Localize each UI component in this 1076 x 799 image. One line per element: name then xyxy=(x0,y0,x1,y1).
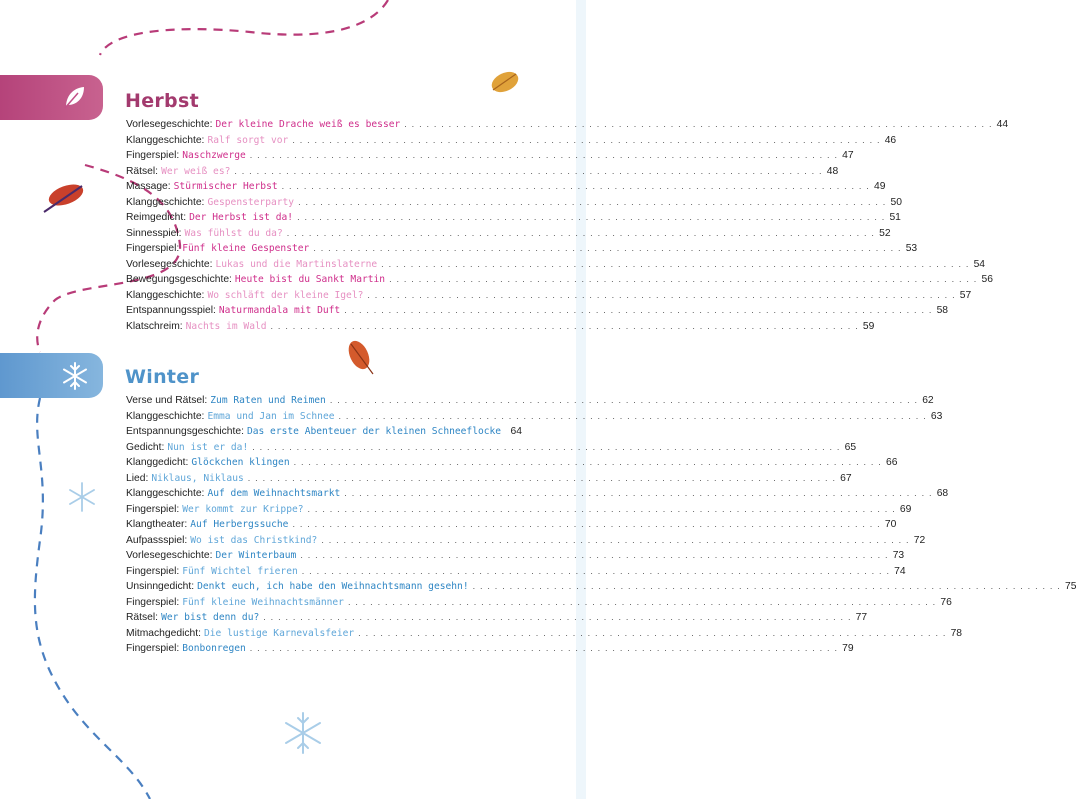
dot-leader: . . . . . . . . . . . . . . . . . . . . . . . . . . . . . . . . . . . . . . . . . . . . . . . . . . . . . . . . . . . . . . . . . . . . . . . . . . . . . . . . xyxy=(344,488,933,498)
entry-page-number: 64 xyxy=(510,426,522,437)
toc-entry[interactable] xyxy=(126,502,912,518)
entry-page-number: 63 xyxy=(930,410,943,422)
entry-category: Klanggeschichte: xyxy=(126,410,205,422)
toc-list-winter xyxy=(126,393,1076,657)
entry-page-number: 74 xyxy=(894,565,906,577)
dot-leader: . . . . . . . . . . . . . . . . . . . . . . . . . . . . . . . . . . . . . . . . . . . . . . . . . . . . . . . . . . . . . . . . . . . . . . . . . . . . . . . . xyxy=(301,565,891,576)
toc-entry[interactable] xyxy=(126,424,522,440)
toc-entry[interactable] xyxy=(126,610,868,626)
dashed-path-autumn xyxy=(100,0,388,55)
dot-leader: . . . . . . . . . . . . . . . . . . . . . . . . . . . . . . . . . . . . . . . . . . . . . . . . . . . . . . . . . . . . . . . . . . . . . . . . . . . . . . . . xyxy=(358,627,947,638)
toc-entry[interactable] xyxy=(126,626,963,642)
dot-leader: . . . . . . . . . . . . . . . . . . . . . . . . . . . . . . . . . . . . . . . . . . . . . . . . . . . . . . . . . . . . . . . . . . . . . . . . . . . . . . . . xyxy=(297,212,886,222)
entry-title: Die lustige Karnevalsfeier xyxy=(203,627,355,639)
dot-leader: . . . . . . . . . . . . . . . . . . . . . . . . . . . . . . . . . . . . . . . . . . . . . . . . . . . . . . . . . . . . . . . . . . . . . . . . . . . . . . . . xyxy=(270,320,859,331)
entry-category: Vorlesegeschichte: xyxy=(126,258,213,270)
dot-leader: . . . . . . . . . . . . . . . . . . . . . . . . . . . . . . . . . . . . . . . . . . . . . . . . . . . . . . . . . . . . . . . . . . . . . . . . . . . . . . . . xyxy=(313,243,902,253)
autumn-leaf-icon xyxy=(488,68,522,96)
toc-entry[interactable] xyxy=(126,440,857,456)
entry-category: Entspannungsspiel: xyxy=(126,305,216,316)
entry-page-number: 70 xyxy=(884,519,897,530)
dot-leader: . . . . . . . . . . . . . . . . . . . . . . . . . . . . . . . . . . . . . . . . . . . . . . . . . . . . . . . . . . . . . . . . . . . . . . . . . . . . . . . . xyxy=(389,274,978,284)
entry-page-number: 57 xyxy=(959,289,972,301)
toc-entry[interactable] xyxy=(126,133,897,149)
dot-leader: . . . . . . . . . . . . . . . . . . . . . . . . . . . . . . . . . . . . . . . . . . . . . . . . . . . . . . . . . . . . . . . . . . . . . . . . . . . . . . . . xyxy=(293,457,882,467)
entry-category: Entspannungsgeschichte: xyxy=(126,426,244,437)
entry-title: Gespensterparty xyxy=(207,196,295,208)
toc-entry[interactable] xyxy=(126,486,949,502)
entry-category: Rätsel: xyxy=(126,612,159,623)
entry-category: Vorlesegeschichte: xyxy=(126,550,213,561)
dot-leader: . . . . . . . . . . . . . . . . . . . . . . . . . . . . . . . . . . . . . . . . . . . . . . . . . . . . . . . . . . . . . . . . . . . . . . . . . . . . . . . . xyxy=(367,289,956,300)
toc-entry[interactable] xyxy=(126,319,875,335)
toc-entry[interactable] xyxy=(126,303,949,319)
entry-page-number: 49 xyxy=(874,181,886,192)
entry-page-number: 77 xyxy=(855,612,868,623)
toc-entry[interactable] xyxy=(126,409,943,425)
dot-leader: . . . . . . . . . . . . . . . . . . . . . . . . . . . . . . . . . . . . . . . . . . . . . . . . . . . . . . . . . . . . . . . . . . . . . . . . . . . . . . . . xyxy=(281,181,871,191)
entry-category: Klanggeschichte: xyxy=(126,134,205,146)
entry-category: Fingerspiel: xyxy=(126,503,180,515)
entry-category: Fingerspiel: xyxy=(126,243,180,254)
dot-leader: . . . . . . . . . . . . . . . . . . . . . . . . . . . . . . . . . . . . . . . . . . . . . . . . . . . . . . . . . . . . . . . . . . . . . . . . . . . . . . . . xyxy=(252,441,841,452)
entry-page-number: 66 xyxy=(886,457,898,468)
toc-entry[interactable] xyxy=(126,564,906,580)
entry-title: Emma und Jan im Schnee xyxy=(207,410,335,422)
entry-category: Klanggeschichte: xyxy=(126,488,205,499)
toc-entry[interactable] xyxy=(126,257,986,273)
dot-leader: . . . . . . . . . . . . . . . . . . . . . . . . . . . . . . . . . . . . . . . . . . . . . . . . . . . . . . . . . . . . . . . . . . . . . . . . . . . . . . . . xyxy=(404,119,993,129)
dot-leader: . . . . . . . . . . . . . . . . . . . . . . . . . . . . . . . . . . . . . . . . . . . . . . . . . . . . . . . . . . . . . . . . . . . . . . . . . . . . . . . . xyxy=(472,581,1061,591)
entry-title: Naturmandala mit Duft xyxy=(218,305,341,316)
entry-category: Klanggeschichte: xyxy=(126,289,205,301)
snowflake-decor-icon xyxy=(66,481,98,513)
entry-page-number: 68 xyxy=(936,488,949,499)
entry-title: Lukas und die Martinslaterne xyxy=(215,258,378,270)
toc-entry[interactable] xyxy=(126,455,898,471)
toc-list-autumn xyxy=(126,117,1009,334)
entry-title: Wer kommt zur Krippe? xyxy=(182,503,304,515)
section-title-autumn: Herbst xyxy=(125,90,199,112)
entry-category: Reimgedicht: xyxy=(126,212,187,223)
entry-category: Klanggedicht: xyxy=(126,457,189,468)
entry-title: Denkt euch, ich habe den Weihnachtsmann gesehn! xyxy=(197,581,469,592)
entry-page-number: 58 xyxy=(936,305,949,316)
entry-title: Wer weiß es? xyxy=(161,165,231,177)
entry-title: Was fühlst du da? xyxy=(184,227,283,239)
entry-page-number: 53 xyxy=(905,243,918,254)
toc-entry[interactable] xyxy=(126,533,926,549)
dot-leader: . . . . . . . . . . . . . . . . . . . . . . . . . . . . . . . . . . . . . . . . . . . . . . . . . . . . . . . . . . . . . . . . . . . . . . . . . . . . . . . . xyxy=(300,550,889,560)
entry-title: Der Winterbaum xyxy=(215,550,297,561)
dot-leader: . . . . . . . . . . . . . . . . . . . . . . . . . . . . . . . . . . . . . . . . . . . . . . . . . . . . . . . . . . . . . . . . . . . . . . . . . . . . . . . . xyxy=(298,196,887,207)
entry-page-number: 72 xyxy=(913,534,926,546)
entry-title: Fünf kleine Gespenster xyxy=(182,243,310,254)
toc-entry[interactable] xyxy=(126,241,918,257)
section-title-winter: Winter xyxy=(125,366,200,388)
entry-page-number: 47 xyxy=(842,150,854,161)
dot-leader: . . . . . . . . . . . . . . . . . . . . . . . . . . . . . . . . . . . . . . . . . . . . . . . . . . . . . . . . . . . . . . . . . . . . . . . . . . . . . . . . xyxy=(249,150,839,160)
dot-leader: . . . . . . . . . . . . . . . . . . . . . . . . . . . . . . . . . . . . . . . . . . . . . . . . . . . . . . . . . . . . . . . . . . . . . . . . . . . . . . . . xyxy=(247,472,837,483)
entry-category: Mitmachgedicht: xyxy=(126,627,201,639)
entry-title: Glöckchen klingen xyxy=(191,457,290,468)
entry-title: Wo ist das Christkind? xyxy=(190,534,318,546)
toc-entry[interactable] xyxy=(126,272,993,288)
entry-title: Bonbonregen xyxy=(182,643,246,654)
toc-entry[interactable] xyxy=(126,226,891,242)
entry-title: Auf Herbergssuche xyxy=(190,519,289,530)
entry-category: Klanggeschichte: xyxy=(126,196,205,208)
toc-entry[interactable] xyxy=(126,288,972,304)
toc-entry[interactable] xyxy=(126,517,897,533)
toc-entry[interactable] xyxy=(126,195,902,211)
entry-page-number: 78 xyxy=(950,627,963,639)
entry-page-number: 59 xyxy=(862,320,875,332)
dot-leader: . . . . . . . . . . . . . . . . . . . . . . . . . . . . . . . . . . . . . . . . . . . . . . . . . . . . . . . . . . . . . . . . . . . . . . . . . . . . . . . . xyxy=(249,643,839,653)
entry-category: Gedicht: xyxy=(126,441,165,453)
entry-page-number: 67 xyxy=(840,472,852,484)
toc-entry[interactable] xyxy=(126,393,934,409)
entry-category: Bewegungsgeschichte: xyxy=(126,274,232,285)
entry-title: Stürmischer Herbst xyxy=(173,181,278,192)
section-tab-winter xyxy=(0,353,103,398)
entry-title: Wo schläft der kleine Igel? xyxy=(207,289,364,301)
entry-title: Nun ist er da! xyxy=(167,441,249,453)
entry-title: Der Herbst ist da! xyxy=(189,212,294,223)
entry-page-number: 44 xyxy=(996,119,1009,130)
entry-title: Das erste Abenteuer der kleinen Schneeflocke xyxy=(246,426,502,437)
entry-title: Naschzwerge xyxy=(182,150,246,161)
dot-leader: . . . . . . . . . . . . . . . . . . . . . . . . . . . . . . . . . . . . . . . . . . . . . . . . . . . . . . . . . . . . . . . . . . . . . . . . . . . . . . . . xyxy=(344,305,933,315)
toc-entry[interactable] xyxy=(126,471,852,487)
entry-page-number: 52 xyxy=(879,227,891,239)
section-tab-autumn xyxy=(0,75,103,120)
dot-leader: . . . . . . . . . . . . . . . . . . . . . . . . . . . . . . . . . . . . . . . . . . . . . . . . . . . . . . . . . . . . . . . . . . . . . . . . . . . . . . . . xyxy=(234,165,823,176)
entry-page-number: 79 xyxy=(842,643,854,654)
dot-leader: . . . . . . . . . . . . . . . . . . . . . . . . . . . . . . . . . . . . . . . . . . . . . . . . . . . . . . . . . . . . . . . . . . . . . . . . . . . . . . . . xyxy=(329,395,919,405)
entry-title: Fünf kleine Weihnachtsmänner xyxy=(182,596,344,608)
entry-title: Ralf sorgt vor xyxy=(207,134,289,146)
entry-category: Klatschreim: xyxy=(126,320,183,332)
dot-leader: . . . . . . . . . . . . . . . . . . . . . . . . . . . . . . . . . . . . . . . . . . . . . . . . . . . . . . . . . . . . . . . . . . . . . . . . . . . . . . . . xyxy=(263,612,852,622)
entry-category: Massage: xyxy=(126,181,171,192)
toc-entry[interactable] xyxy=(126,595,952,611)
entry-category: Sinnesspiel: xyxy=(126,227,182,239)
autumn-leaf-orange-icon xyxy=(343,340,379,376)
dot-leader: . . . . . . . . . . . . . . . . . . . . . . . . . . . . . . . . . . . . . . . . . . . . . . . . . . . . . . . . . . . . . . . . . . . . . . . . . . . . . . . . xyxy=(286,227,876,238)
entry-category: Vorlesegeschichte: xyxy=(126,119,213,130)
dot-leader: . . . . . . . . . . . . . . . . . . . . . . . . . . . . . . . . . . . . . . . . . . . . . . . . . . . . . . . . . . . . . . . . . . . . . . . . . . . . . . . . xyxy=(292,519,881,529)
dot-leader: . . . . . . . . . . . . . . . . . . . . . . . . . . . . . . . . . . . . . . . . . . . . . . . . . . . . . . . . . . . . . . . . . . . . . . . . . . . . . . . . xyxy=(338,410,927,421)
snowflake-decor-large-icon xyxy=(281,711,325,755)
toc-entry[interactable] xyxy=(126,641,854,657)
entry-category: Fingerspiel: xyxy=(126,150,180,161)
entry-category: Rätsel: xyxy=(126,165,159,177)
dot-leader: . . . . . . . . . . . . . . . . . . . . . . . . . . . . . . . . . . . . . . . . . . . . . . . . . . . . . . . . . . . . . . . . . . . . . . . . . . . . . . . . xyxy=(321,534,910,545)
entry-page-number: 54 xyxy=(973,258,986,270)
leaf-icon xyxy=(60,83,88,111)
entry-title: Heute bist du Sankt Martin xyxy=(234,274,386,285)
entry-category: Fingerspiel: xyxy=(126,565,180,577)
entry-category: Fingerspiel: xyxy=(126,596,180,608)
entry-page-number: 73 xyxy=(892,550,905,561)
entry-title: Niklaus, Niklaus xyxy=(151,472,244,484)
entry-page-number: 51 xyxy=(889,212,901,223)
entry-page-number: 62 xyxy=(922,395,934,406)
toc-entry[interactable] xyxy=(126,117,1009,133)
toc-entry[interactable] xyxy=(126,210,901,226)
entry-title: Wer bist denn du? xyxy=(161,612,260,623)
dot-leader: . . . . . . . . . . . . . . . . . . . . . . . . . . . . . . . . . . . . . . . . . . . . . . . . . . . . . . . . . . . . . . . . . . . . . . . . . . . . . . . . xyxy=(307,503,896,514)
entry-page-number: 50 xyxy=(890,196,902,208)
entry-page-number: 56 xyxy=(981,274,993,285)
toc-entry[interactable] xyxy=(126,548,905,564)
toc-entry[interactable] xyxy=(126,179,886,195)
entry-page-number: 48 xyxy=(826,165,839,177)
dot-leader: . . . . . . . . . . . . . . . . . . . . . . . . . . . . . . . . . . . . . . . . . . . . . . . . . . . . . . . . . . . . . . . . . . . . . . . . . . . . . . . . xyxy=(292,134,881,145)
toc-entry[interactable] xyxy=(126,579,1076,595)
dot-leader: . . . . . . . . . . . . . . . . . . . . . . . . . . . . . . . . . . . . . . . . . . . . . . . . . . . . . . . . . . . . . . . . . . . . . . . . . . . . . . . . xyxy=(347,596,937,607)
autumn-leaf-red-icon xyxy=(40,180,88,216)
entry-title: Auf dem Weihnachtsmarkt xyxy=(207,488,341,499)
entry-title: Fünf Wichtel frieren xyxy=(182,565,298,577)
entry-title: Nachts im Wald xyxy=(185,320,267,332)
entry-category: Lied: xyxy=(126,472,149,484)
entry-page-number: 76 xyxy=(940,596,952,608)
entry-title: Zum Raten und Reimen xyxy=(210,395,326,406)
entry-category: Klangtheater: xyxy=(126,519,188,530)
entry-category: Aufpassspiel: xyxy=(126,534,188,546)
entry-page-number: 69 xyxy=(899,503,912,515)
toc-entry[interactable] xyxy=(126,164,839,180)
dot-leader: . . . . . . . . . . . . . . . . . . . . . . . . . . . . . . . . . . . . . . . . . . . . . . . . . . . . . . . . . . . . . . . . . . . . . . . . . . . . . . . . xyxy=(381,258,970,269)
entry-page-number: 65 xyxy=(844,441,857,453)
toc-entry[interactable] xyxy=(126,148,854,164)
entry-title: Der kleine Drache weiß es besser xyxy=(215,119,401,130)
entry-category: Fingerspiel: xyxy=(126,643,180,654)
entry-page-number: 75 xyxy=(1064,581,1076,592)
entry-category: Verse und Rätsel: xyxy=(126,395,208,406)
entry-page-number: 46 xyxy=(884,134,897,146)
entry-category: Unsinngedicht: xyxy=(126,581,195,592)
snowflake-icon xyxy=(60,361,90,391)
